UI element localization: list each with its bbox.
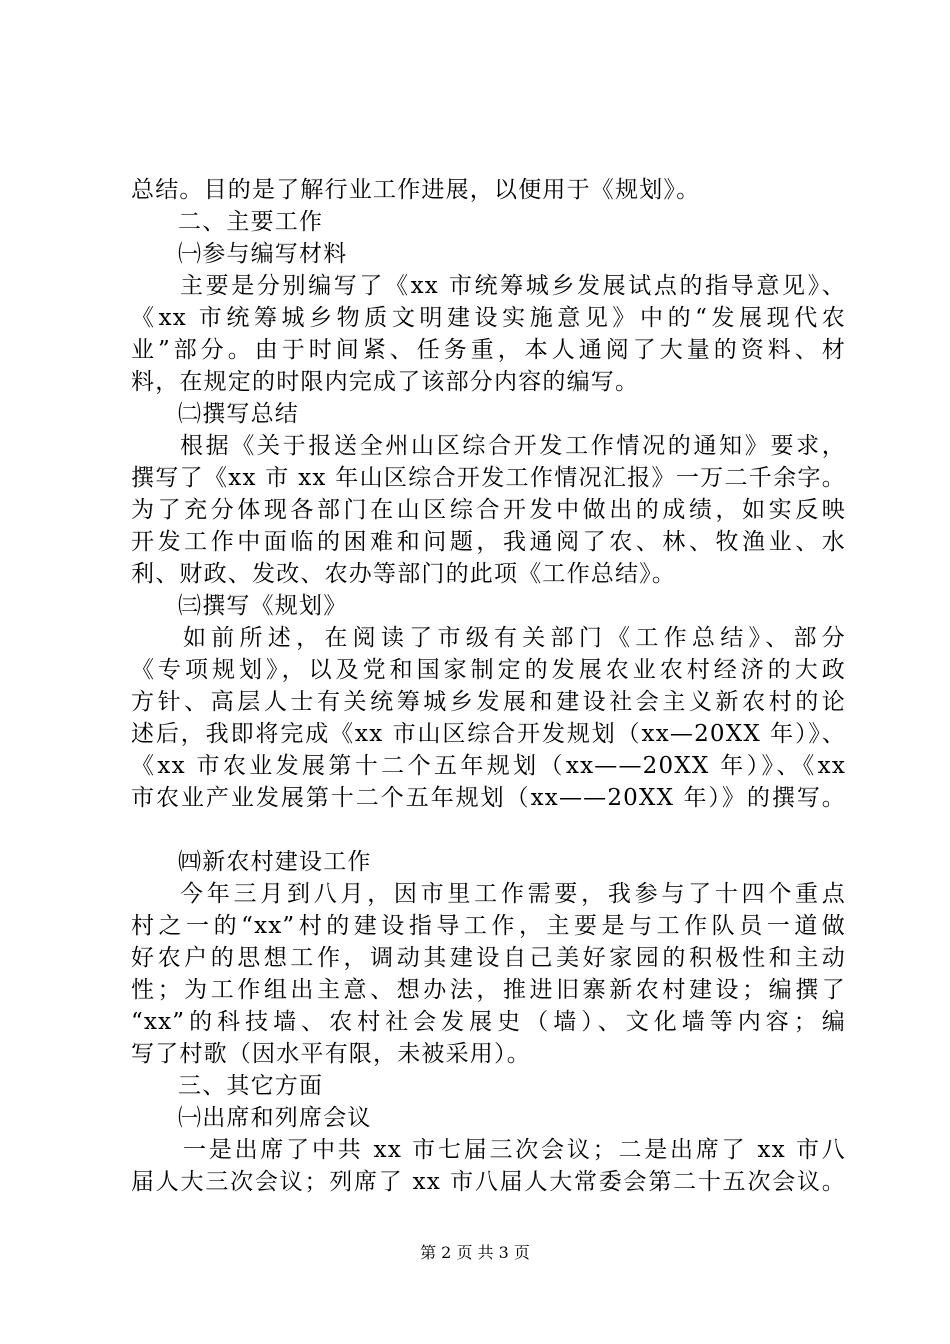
text-line: 村之一的“xx”村的建设指导工作，主要是与工作队员一道做 (131, 913, 846, 939)
text-line: 《xx 市农业发展第十二个五年规划（xx——20XX 年）》、《xx (131, 753, 846, 779)
text-line: 如前所述，在阅读了市级有关部门《工作总结》、部分 (183, 625, 846, 651)
text-line: 《xx 市统筹城乡物质文明建设实施意见》中的“发展现代农 (131, 305, 846, 331)
text-line: 性；为工作组出主意、想办法，推进旧寨新农村建设；编撰了 (131, 977, 846, 1003)
text-line: 开发工作中面临的困难和问题，我通阅了农、林、牧渔业、水 (131, 529, 846, 555)
text-line: “xx”的科技墙、农村社会发展史（墙）、文化墙等内容；编 (131, 1009, 846, 1035)
text-line: 一是出席了中共 xx 市七届三次会议；二是出席了 xx 市八 (183, 1137, 846, 1163)
text-line: 《专项规划》，以及党和国家制定的发展农业农村经济的大政 (131, 657, 846, 683)
text-line: 今年三月到八月，因市里工作需要，我参与了十四个重点 (180, 881, 846, 907)
text-line: ㈠出席和列席会议 (178, 1105, 372, 1131)
text-line: 业”部分。由于时间紧、任务重，本人通阅了大量的资料、材 (131, 337, 846, 363)
text-line: 撰写了《xx 市 xx 年山区综合开发工作情况汇报》一万二千余字。 (131, 465, 846, 491)
text-line: ㈢撰写《规划》 (178, 593, 348, 619)
text-line: 市农业产业发展第十二个五年规划（xx——20XX 年）》的撰写。 (131, 785, 846, 811)
text-line: 利、财政、发改、农办等部门的此项《工作总结》。 (131, 561, 677, 587)
text-line: 述后，我即将完成《xx 市山区综合开发规划（xx—20XX 年）》、 (131, 721, 846, 747)
page-number-footer: 第 2 页 共 3 页 (420, 1243, 530, 1262)
text-line: 为了充分体现各部门在山区综合开发中做出的成绩，如实反映 (131, 497, 846, 523)
text-line: ㈠参与编写材料 (178, 241, 348, 267)
text-line: 三、其它方面 (178, 1073, 324, 1099)
text-line: 好农户的思想工作，调动其建设自己美好家园的积极性和主动 (131, 945, 846, 971)
text-line: 写了村歌（因水平有限，未被采用）。 (131, 1041, 531, 1067)
text-line: 届人大三次会议；列席了 xx 市八届人大常委会第二十五次会议。 (131, 1169, 846, 1195)
text-line: 总结。目的是了解行业工作进展，以便用于《规划》。 (131, 177, 701, 203)
text-line: 主要是分别编写了《xx 市统筹城乡发展试点的指导意见》、 (180, 273, 846, 299)
text-line: 方针、高层人士有关统筹城乡发展和建设社会主义新农村的论 (131, 689, 846, 715)
text-line: 根据《关于报送全州山区综合开发工作情况的通知》要求， (180, 433, 846, 459)
blank-line (131, 814, 846, 846)
text-line: ㈣新农村建设工作 (178, 849, 372, 875)
text-line: 二、主要工作 (178, 209, 324, 235)
text-line: 料，在规定的时限内完成了该部分内容的编写。 (131, 369, 640, 395)
text-line: ㈡撰写总结 (178, 401, 299, 427)
document-body (131, 174, 846, 1198)
